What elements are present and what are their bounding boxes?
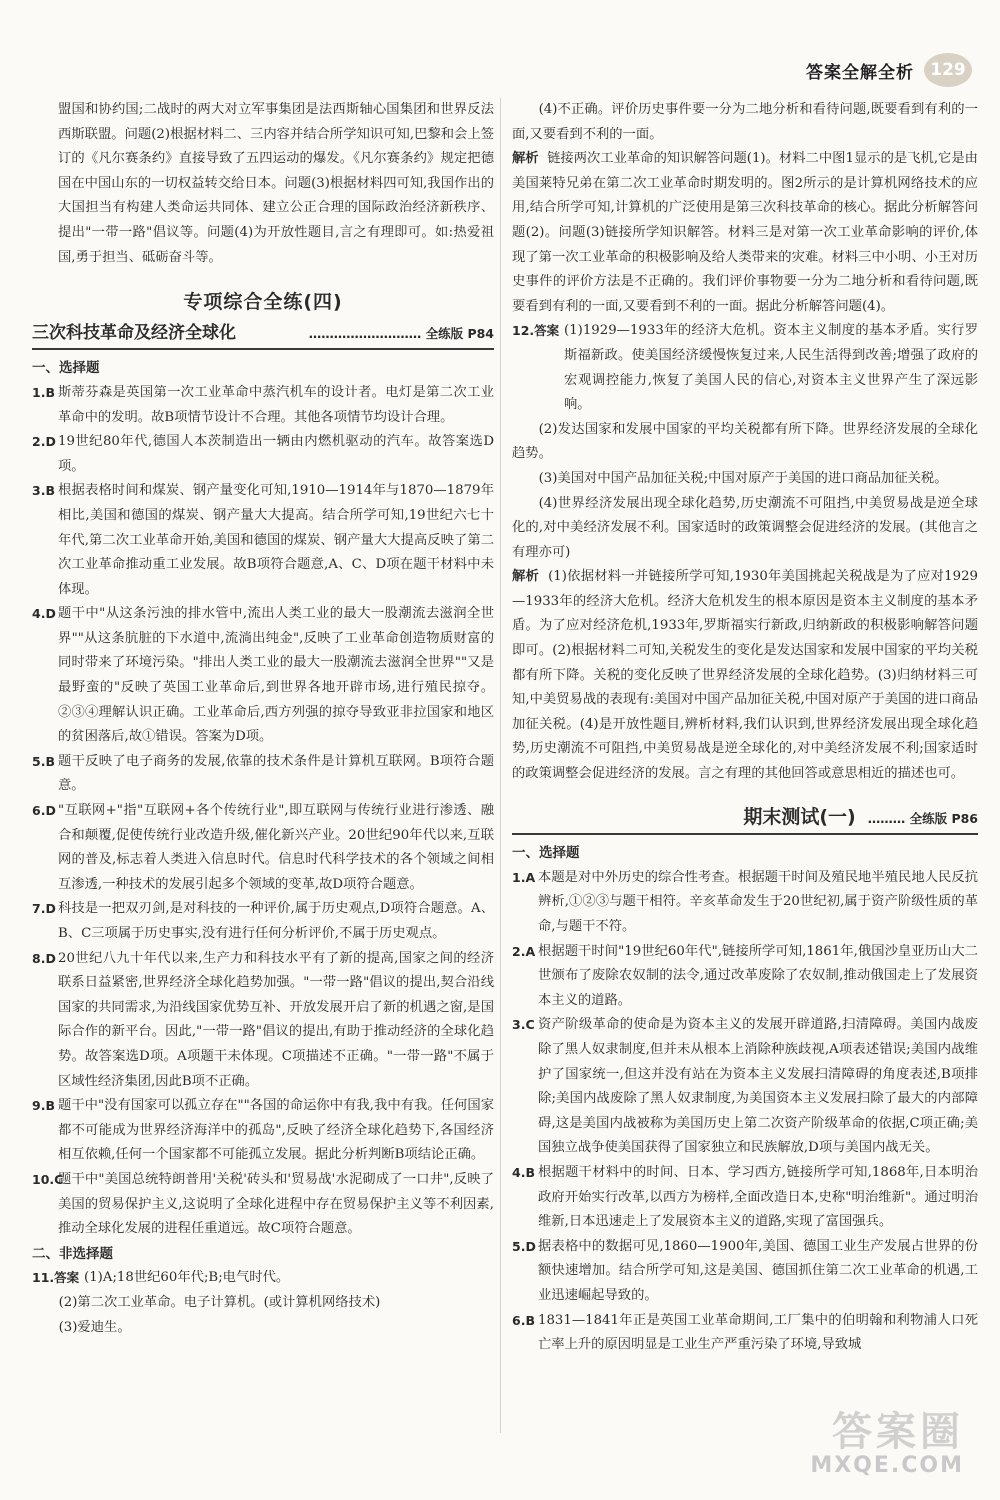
- analysis-label: 解析: [512, 569, 540, 585]
- answer-item: [32, 897, 494, 946]
- watermark-logo: [810, 1400, 964, 1478]
- analysis-label: 解析: [512, 151, 539, 167]
- answer-text: 斯蒂芬森是英国第一次工业革命中蒸汽机车的设计者。电灯是第二次工业革命中的发明。故B项情节设计不合理。其他各项情节均设计合理。: [58, 384, 494, 425]
- analysis-paragraph: [512, 147, 978, 319]
- column-divider: [500, 98, 501, 1433]
- answer-number: 9.B: [32, 1098, 55, 1114]
- answer-text: (1)1929—1933年的经济大危机。资本主义制度的基本矛盾。实行罗斯福新政。使美国经济缓慢恢复过来,人民生活得到改善;增强了政府的宏观调控能力,恢复了美国人民的信心,对资本主义世界产生了深远影响。: [564, 323, 978, 413]
- answer-number: 1.A: [512, 869, 536, 885]
- answer-item: [32, 750, 494, 799]
- intro-paragraph: 盟国和协约国;二战时的两大对立军事集团是法西斯轴心国集团和世界反法西斯联盟。问题(2)根据材料二、三内容并结合所学知识可知,巴黎和会上签订的《凡尔赛条约》直接导致了五四运动的爆发。《凡尔赛条约》规定把德国在中国山东的一切权益转交给日本。问题(3)根据材料四可知,我国作出的大国担当有构建人类命运共同体、建立公正合理的国际政治经济新秩序、提出"一带一路"倡议等。问题(4)为开放性题目,言之有理即可。如:热爱祖国,勇于担当、砥砺奋斗等。: [58, 102, 494, 265]
- header-title: 答案全解全析: [806, 62, 914, 83]
- exam-title: 期末测试(一): [743, 805, 856, 828]
- answer-item: [512, 1309, 978, 1358]
- answer-number: 8.D: [32, 950, 56, 966]
- exam-header: [512, 805, 978, 836]
- answer-item: [512, 940, 978, 1014]
- answer-number: 11.答案: [32, 1270, 80, 1286]
- answer-text: 题干中"从这条污浊的排水管中,流出人类工业的最大一股潮流去滋润全世界""从这条肮脏的下水道中,流淌出纯金",反映了工业革命创造物质财富的同时带来了环境污染。"排出人类工业的最大一股潮流去滋润全世界""又是最野蛮的"反映了英国工业革命后,到世界各地开辟市场,进行殖民掠夺。②③④理解认识正确。工业革命后,西方列强的掠夺导致亚非拉国家和地区的贫困落后,故①错误。答案为D项。: [58, 606, 494, 745]
- answer-item: [32, 799, 494, 897]
- answer-item: [32, 381, 494, 430]
- answer-number: 4.B: [512, 1164, 535, 1180]
- right-column: [512, 98, 978, 1358]
- answer-item: [32, 430, 494, 479]
- answer-line: (3)美国对中国产品加征关税;中国对原产于美国的进口商品加征关税。: [538, 470, 948, 486]
- answer-number: 2.D: [32, 434, 56, 450]
- answer-item: [32, 479, 494, 602]
- answer-text: 资产阶级革命的使命是为资本主义的发展开辟道路,扫清障碍。美国内战废除了黑人奴隶制度,但并未从根本上消除种族歧视,A项表述错误;美国内战维护了国家统一,但这并没有站在为资本主义发展扫清障碍的角度表述,B项排除;美国内战废除了黑人奴隶制度,为美国资本主义发展扫除了最大的内部障碍,这是美国内战被称为美国历史上第二次资产阶级革命的依据,C项正确;美国独立战争使美国获得了国家独立和民族解放,D项与美国内战无关。: [538, 1017, 978, 1156]
- answer-number: 3.C: [512, 1017, 535, 1033]
- answer-text: 19世纪80年代,德国人本茨制造出一辆由内燃机驱动的汽车。故答案选D项。: [58, 434, 494, 474]
- section-title: 专项综合全练(四): [183, 291, 343, 314]
- answer-line: (2)第二次工业革命。电子计算机。(或计算机网络技术): [58, 1294, 381, 1310]
- answer-text: 20世纪八九十年代以来,生产力和科技水平有了新的提高,国家之间的经济联系日益紧密,世界经济全球化趋势加强。"一带一路"倡议的提出,契合沿线国家的共同需求,为沿线国家优势互补、开放发展开启了新的机遇之窗,是国际合作的新平台。因此,"一带一路"倡议的提出,有助于推动经济的全球化趋势。故答案选D项。A项题干未体现。C项描述不正确。"一带一路"不属于区域性经济集团,因此B项不正确。: [58, 950, 494, 1089]
- topic-ref: ……………………… 全练版 P84: [308, 325, 494, 341]
- analysis-paragraph: [512, 565, 978, 786]
- answer-item: [32, 947, 494, 1095]
- answer-item: [512, 1161, 978, 1235]
- answer-text: 科技是一把双刃剑,是对科技的一种评价,属于历史观点,D项符合题意。A、B、C三项属于历史事实,没有进行任何分析评价,不属于历史观点。: [58, 901, 494, 941]
- answer-item: [32, 602, 494, 750]
- analysis-text: (1)依据材料一并链接所学可知,1930年美国挑起关税战是为了应对1929—1933年的经济大危机。经济大危机发生的根本原因是资本主义制度的基本矛盾。为了应对经济危机,1933年,罗斯福实行新政,归纳新政的积极影响解答问题即可。(2)根据材料二可知,关税发生的变化是发达国家和发展中国家的平均关税都有所下降。关税的变化反映了世界经济发展的全球化趋势。(3)归纳材料三可知,中美贸易战的表现有:美国对中国产品加征关税,中国对原产于美国的进口商品加征关税。(4)是开放性题目,辨析材料,我们认识到,世界经济发展出现全球化趋势,历史潮流不可阻挡,中美贸易战是逆全球化的,对中美经济发展不利;国家适时的政策调整会促进经济的发展。言之有理的其他回答或意思相近的描述也可。: [512, 569, 979, 782]
- choice-heading: 一、选择题: [32, 360, 100, 377]
- exam-ref: ……… 全练版 P86: [867, 810, 978, 826]
- nonchoice-heading: 二、非选择题: [32, 1245, 113, 1262]
- answer-text: 根据题干材料中的时间、日本、学习西方,链接所学可知,1868年,日本明治政府开始实行改革,以西方为榜样,全面改造日本,史称"明治维新"。通过明治维新,日本迅速走上了发展资本主义的道路,实现了富国强兵。: [538, 1164, 978, 1230]
- answer-text: 1831—1841年正是英国工业革命期间,工厂集中的伯明翰和利物浦人口死亡率上升的原因明显是工业生产严重污染了环境,导致城: [538, 1312, 978, 1353]
- answer-text: 题干反映了电子商务的发展,依靠的技术条件是计算机互联网。B项符合题意。: [58, 753, 494, 794]
- answer-number: 10.C: [32, 1171, 64, 1187]
- answer-line: (3)爱迪生。: [58, 1319, 131, 1335]
- answer-item: [512, 1013, 978, 1161]
- answer-number: 3.B: [32, 483, 55, 499]
- answer-number: 1.B: [32, 384, 55, 400]
- answer-text: 根据题干时间"19世纪60年代",链接所学可知,1861年,俄国沙皇亚历山大二世颁布了废除农奴制的法令,通过改革废除了农奴制,推动俄国走上了发展资本主义的道路。: [538, 943, 978, 1008]
- answer-item-11: [32, 1266, 494, 1291]
- answer-number: 2.A: [512, 943, 536, 959]
- left-column: [32, 98, 494, 1340]
- answer-line: (4)不正确。评价历史事件要一分为二地分析和看待问题,既要看到有利的一面,又要看到不利的一面。: [512, 102, 978, 142]
- answer-item: [512, 866, 978, 940]
- choice-heading: 一、选择题: [512, 845, 580, 862]
- topic-header: [32, 321, 494, 351]
- answer-line: (2)发达国家和发展中国家的平均关税都有所下降。世界经济发展的全球化趋势。: [512, 421, 978, 462]
- answer-number: 5.B: [32, 753, 55, 769]
- answer-item: [512, 1235, 978, 1309]
- answer-number: 7.D: [32, 901, 56, 917]
- answer-text: 本题是对中外历史的综合性考查。根据题干时间及殖民地半殖民地人民反抗辨析,①②③与题干相符。辛亥革命发生于20世纪初,属于资产阶级性质的革命,与题干不符。: [538, 869, 978, 934]
- answer-item: [32, 1094, 494, 1168]
- watermark-text: 答案圈: [832, 1409, 964, 1455]
- answer-text: "互联网+"指"互联网+各个传统行业",即互联网与传统行业进行渗透、融合和颠覆,促使传统行业改造升级,催化新兴产业。20世纪90年代以来,互联网的普及,标志着人类进入信息时代。信息时代科学技术的各个领域之间相互渗透,一种技术的发展引起多个领域的变革,故D项符合题意。: [58, 803, 494, 892]
- page-header: [806, 50, 972, 90]
- page-number: 129: [924, 53, 972, 87]
- analysis-text: 链接两次工业革命的知识解答问题(1)。材料二中图1显示的是飞机,它是由美国莱特兄弟在第二次工业革命时期发明的。图2所示的是计算机网络技术的应用,结合所学可知,计算机的广泛使用是第三次科技革命的核心。据此分析解答问题(2)。问题(3)链接所学知识解答。材料三是对第一次工业革命影响的评价,体现了第一次工业革命的积极影响及给人类带来的灾难。材料三中小明、小王对历史事件的评价方法是不正确的。我们评价事物要一分为二地分析和看待问题,既要看到有利的一面,又要看到不利的一面。据此分析解答问题(4)。: [512, 151, 978, 314]
- answer-line: (4)世界经济发展出现全球化趋势,历史潮流不可阻挡,中美贸易战是逆全球化的,对中美经济发展不利。国家适时的政策调整会促进经济的发展。(其他言之有理亦可): [512, 495, 978, 560]
- answer-text: 据表格中的数据可见,1860—1900年,美国、德国工业生产发展占世界的份额快速增加。结合所学可知,这是美国、德国抓住第二次工业革命的机遇,工业迅速崛起导致的。: [538, 1238, 978, 1303]
- answer-text: 根据表格时间和煤炭、钢产量变化可知,1910—1914年与1870—1879年相比,美国和德国的煤炭、钢产量大大提高。结合所学可知,19世纪六七十年代,第二次工业革命开始,美国和德国的煤炭、钢产量大大提高反映了第二次工业革命推动重工业发展。故B项符合题意,A、C、D项在题干材料中未体现。: [58, 483, 494, 597]
- answer-number: 4.D: [32, 606, 56, 622]
- answer-text: 题干中"没有国家可以孤立存在""各国的命运你中有我,我中有我。任何国家都不可能成为世界经济海洋中的孤岛",反映了经济全球化趋势下,各国经济相互依赖,任何一个国家都不可能孤立发展。据此分析判断B项结论正确。: [58, 1098, 494, 1163]
- answer-number: 5.D: [512, 1238, 536, 1254]
- answer-item-12: [512, 319, 978, 417]
- answer-item: [32, 1168, 494, 1242]
- answer-number: 6.B: [512, 1312, 535, 1328]
- topic-title: 三次科技革命及经济全球化: [32, 322, 236, 343]
- watermark-url: MXQE.COM: [810, 1453, 964, 1478]
- answer-number: 6.D: [32, 803, 56, 819]
- answer-number: 12.答案: [512, 323, 560, 339]
- answer-text: 题干中"美国总统特朗普用'关税'砖头和'贸易战'水泥砌成了一口井",反映了美国的贸易保护主义,这说明了全球化进程中存在贸易保护主义等不利因素,推动全球化发展的进程任重道远。故C项符合题意。: [58, 1171, 494, 1237]
- answer-text: (1)A;18世纪60年代;B;电气时代。: [84, 1270, 290, 1286]
